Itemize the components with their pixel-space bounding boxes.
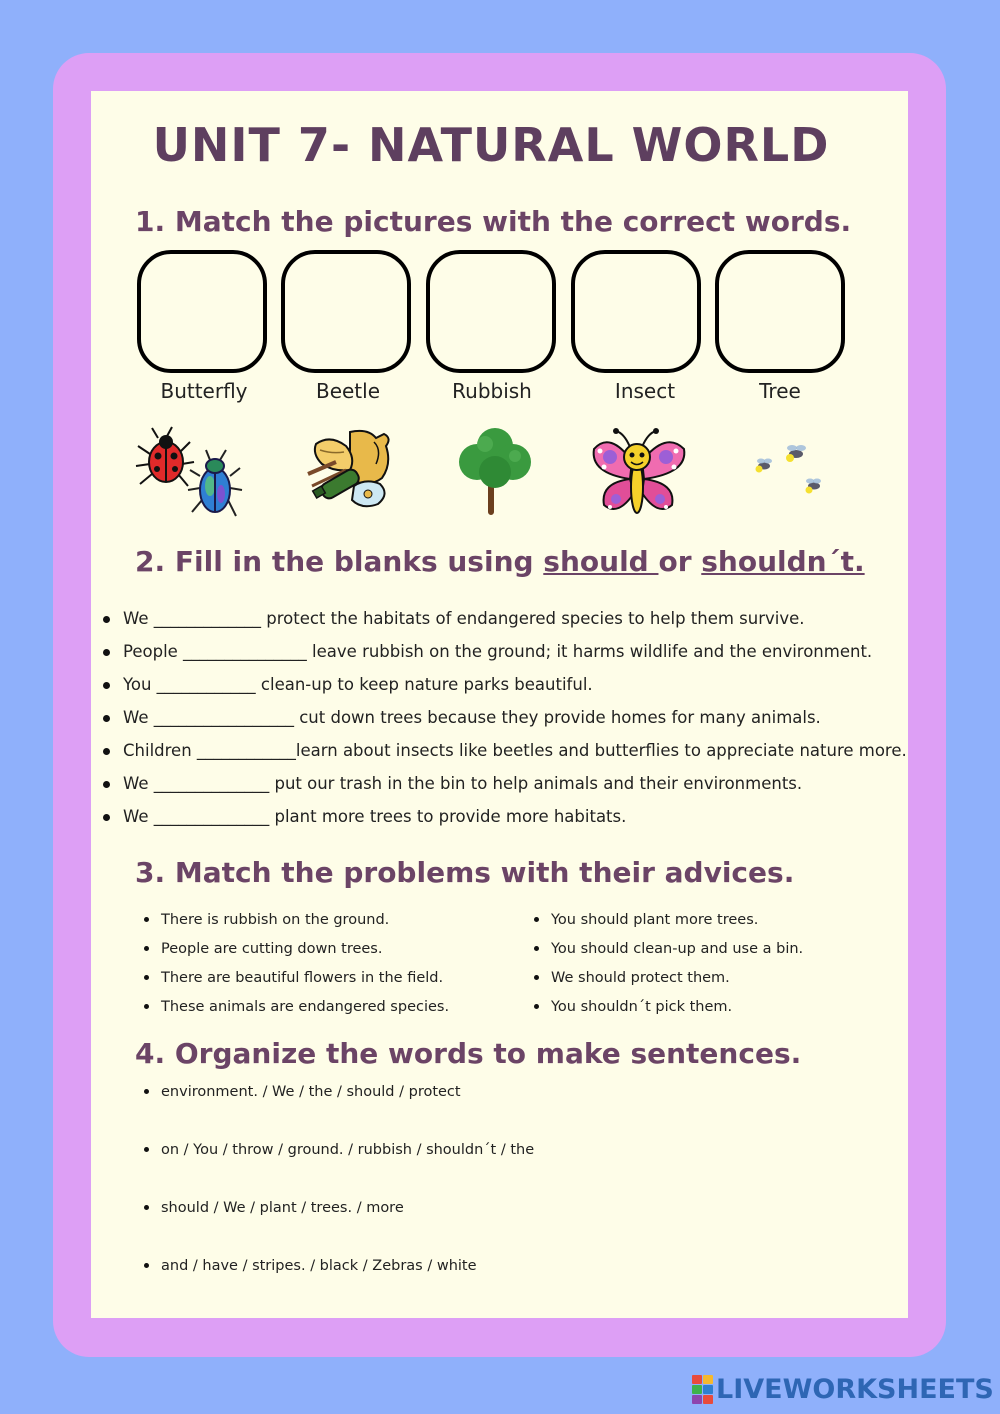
heading-word-should: should	[543, 545, 659, 578]
list-item[interactable]: We ______________ put our trash in the bin to help animals and their environments.	[102, 773, 907, 806]
drop-box-3[interactable]	[426, 250, 556, 373]
section2-heading	[135, 545, 865, 578]
drop-box-4[interactable]	[571, 250, 701, 373]
brand-name: LIVEWORKSHEETS	[716, 1373, 994, 1405]
section1-heading: 1. Match the pictures with the correct words.	[135, 205, 852, 238]
section2-heading-mid: or	[658, 545, 702, 578]
fireflies-icon[interactable]	[752, 440, 827, 498]
problems-list	[141, 909, 449, 1025]
tree-icon[interactable]	[455, 424, 535, 516]
organize-list	[141, 1081, 534, 1313]
organize-item: on / You / throw / ground. / rubbish / shouldn´t / the	[141, 1139, 534, 1197]
page-title: UNIT 7- NATURAL WORLD	[152, 118, 830, 172]
advices-list	[531, 909, 803, 1025]
advice-item[interactable]: We should protect them.	[531, 967, 803, 996]
drop-box-5[interactable]	[715, 250, 845, 373]
list-item[interactable]: People _______________ leave rubbish on the ground; it harms wildlife and the environment.	[102, 641, 907, 674]
list-item[interactable]: You ____________ clean-up to keep nature parks beautiful.	[102, 674, 907, 707]
advice-item[interactable]: You should plant more trees.	[531, 909, 803, 938]
problem-item[interactable]: There is rubbish on the ground.	[141, 909, 449, 938]
section4-heading: 4. Organize the words to make sentences.	[135, 1037, 802, 1070]
advice-item[interactable]: You shouldn´t pick them.	[531, 996, 803, 1025]
fill-blanks-list	[102, 608, 907, 839]
list-item[interactable]: We _____________ protect the habitats of endangered species to help them survive.	[102, 608, 907, 641]
brand-logo-icon	[692, 1375, 712, 1403]
drop-box-2[interactable]	[281, 250, 411, 373]
list-item[interactable]: Children ____________learn about insects like beetles and butterflies to appreciate nature more.	[102, 740, 907, 773]
list-item[interactable]: We _________________ cut down trees because they provide homes for many animals.	[102, 707, 907, 740]
word-rubbish[interactable]: Rubbish	[452, 379, 532, 403]
word-beetle[interactable]: Beetle	[315, 379, 381, 403]
liveworksheets-logo[interactable]	[692, 1373, 994, 1405]
heading-word-shouldnt: shouldn´t.	[701, 545, 865, 578]
problem-item[interactable]: People are cutting down trees.	[141, 938, 449, 967]
word-insect[interactable]: Insect	[614, 379, 676, 403]
word-butterfly[interactable]: Butterfly	[160, 379, 248, 403]
drop-box-1[interactable]	[137, 250, 267, 373]
organize-item: and / have / stripes. / black / Zebras / white	[141, 1255, 534, 1313]
word-tree[interactable]: Tree	[759, 379, 801, 403]
problem-item[interactable]: There are beautiful flowers in the field.	[141, 967, 449, 996]
list-item[interactable]: We ______________ plant more trees to provide more habitats.	[102, 806, 907, 839]
organize-item: environment. / We / the / should / protect	[141, 1081, 534, 1139]
butterfly-icon[interactable]	[590, 427, 690, 523]
advice-item[interactable]: You should clean-up and use a bin.	[531, 938, 803, 967]
rubbish-pile-icon[interactable]	[306, 424, 398, 510]
problem-item[interactable]: These animals are endangered species.	[141, 996, 449, 1025]
beetle-ladybug-icon[interactable]	[132, 424, 247, 522]
organize-item: should / We / plant / trees. / more	[141, 1197, 534, 1255]
section3-heading: 3. Match the problems with their advices.	[135, 856, 795, 889]
section2-heading-prefix: 2. Fill in the blanks using	[135, 545, 544, 578]
